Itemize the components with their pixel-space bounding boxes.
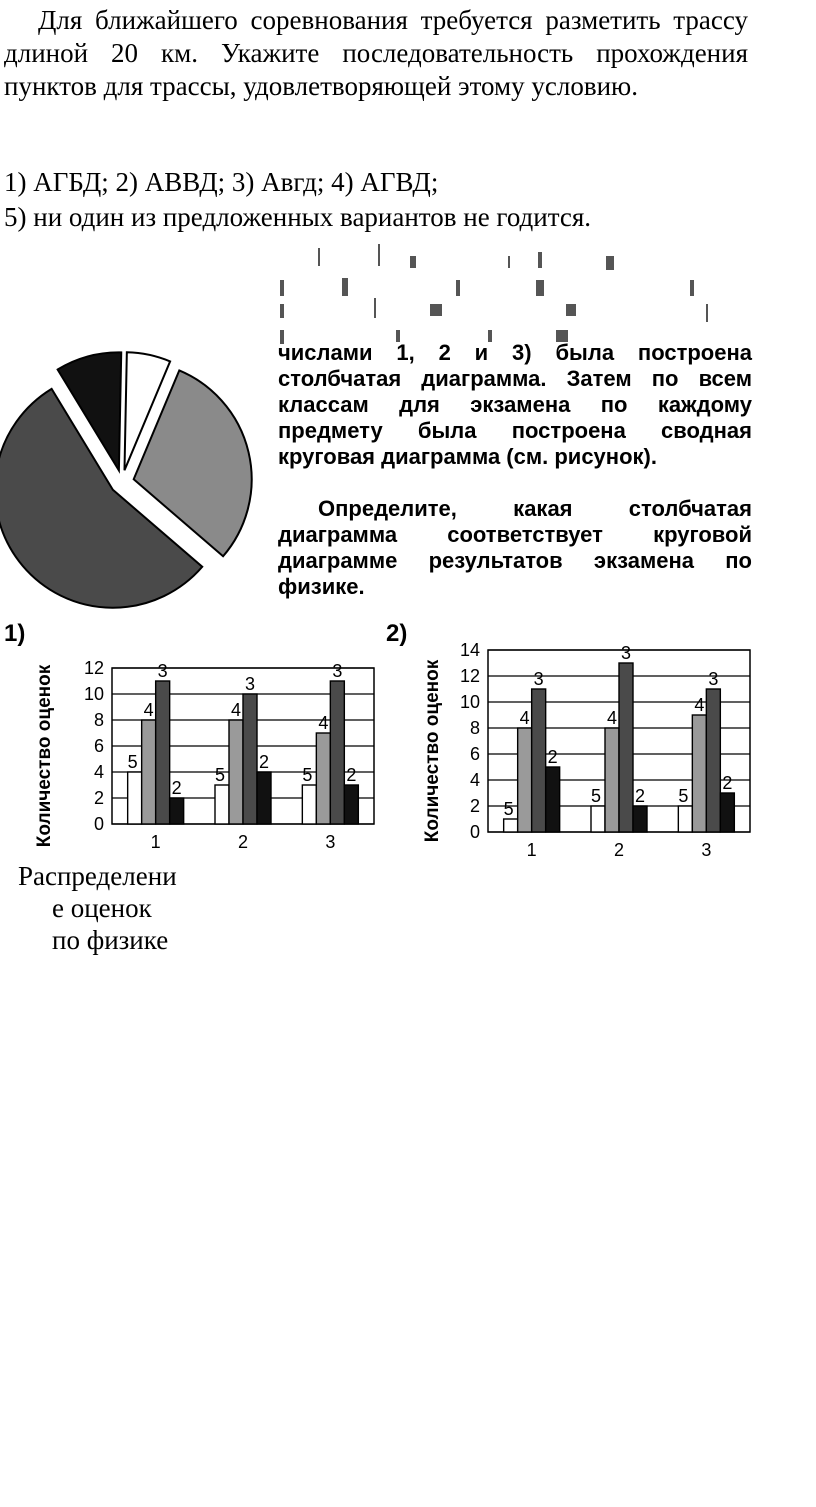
x-tick-label: 2 — [613, 840, 625, 860]
y-tick-label: 2 — [93, 788, 104, 808]
x-tick-label: 3 — [325, 832, 336, 852]
x-tick-label: 1 — [150, 832, 161, 852]
bar-chart-2 — [420, 620, 760, 865]
y-tick-label: 6 — [93, 736, 104, 756]
y-tick-label: 6 — [469, 744, 480, 764]
bar-chart-1 — [30, 620, 380, 860]
bar-label: 3 — [332, 661, 343, 681]
bar-label: 5 — [302, 765, 313, 785]
bar — [504, 819, 518, 832]
bar-label: 4 — [519, 708, 530, 728]
bar-label: 4 — [606, 708, 618, 728]
task-text: числами 1, 2 и 3) была построена столбчатая диаграмма. Затем по всем классам для экзамена по каждому предмету была построена сводная круговая диаграмма (см. рисунок). — [278, 340, 752, 469]
bar-label: 5 — [503, 799, 514, 819]
y-tick-label: 2 — [469, 796, 480, 816]
problem-paragraph: Для ближайшего соревнования требуется разметить трассу длиной 20 км. Укажите последовательность прохождения пунктов для трассы, удовлетворяющей этому условию. — [4, 5, 748, 101]
bar — [720, 793, 734, 832]
caption-line-2: е оценок — [52, 893, 152, 923]
bar — [532, 689, 546, 832]
pie-chart — [0, 340, 260, 610]
y-axis-title: Количество оценок — [34, 664, 55, 848]
bar-label: 2 — [547, 747, 558, 767]
bar-label: 3 — [708, 669, 719, 689]
bar — [619, 663, 633, 832]
bar-label: 3 — [244, 674, 256, 694]
bar — [257, 772, 271, 824]
caption-line-3: по физике — [52, 925, 169, 955]
bar — [633, 806, 647, 832]
x-tick-label: 3 — [701, 840, 712, 860]
y-tick-label: 0 — [93, 814, 104, 834]
bar — [142, 720, 156, 824]
bar — [344, 785, 358, 824]
caption-line-1: Распределени — [18, 861, 177, 891]
y-tick-label: 10 — [83, 684, 104, 704]
y-tick-label: 12 — [83, 658, 104, 678]
bar — [302, 785, 316, 824]
y-tick-label: 8 — [469, 718, 480, 738]
bar — [605, 728, 619, 832]
bar — [215, 785, 229, 824]
y-tick-label: 12 — [459, 666, 480, 686]
x-tick-label: 2 — [237, 832, 249, 852]
x-tick-label: 1 — [526, 840, 537, 860]
task-question: Определите, какая столбчатая диаграмма соответствует круговой диаграмме результатов экзамена по физике. — [278, 496, 752, 599]
bar-label: 2 — [634, 786, 646, 806]
bar-label: 3 — [157, 661, 168, 681]
y-tick-label: 14 — [459, 640, 480, 660]
bar — [518, 728, 532, 832]
bar — [591, 806, 605, 832]
bar-label: 4 — [694, 695, 705, 715]
answer-options-line-1: 1) АГБД; 2) АВВД; 3) Авгд; 4) АГВД; — [4, 167, 439, 197]
bar-label: 4 — [143, 700, 154, 720]
bar-label: 5 — [590, 786, 602, 806]
bar — [243, 694, 257, 824]
bar — [156, 681, 170, 824]
answer-options-line-2: 5) ни один из предложенных вариантов не годится. — [4, 202, 592, 232]
bar-label: 3 — [620, 643, 632, 663]
chart-2-number: 2) — [386, 620, 408, 647]
bar-label: 4 — [230, 700, 242, 720]
bar-label: 5 — [678, 786, 689, 806]
bar — [170, 798, 184, 824]
bar — [678, 806, 692, 832]
bar — [546, 767, 560, 832]
bar-label: 2 — [258, 752, 270, 772]
bar — [692, 715, 706, 832]
bar-label: 5 — [127, 752, 138, 772]
y-tick-label: 0 — [469, 822, 480, 842]
bar-label: 5 — [214, 765, 226, 785]
y-tick-label: 4 — [469, 770, 480, 790]
bar-label: 3 — [533, 669, 544, 689]
y-axis-title: Количество оценок — [422, 659, 443, 843]
bar-label: 2 — [722, 773, 733, 793]
bar — [316, 733, 330, 824]
y-tick-label: 10 — [459, 692, 480, 712]
bar — [330, 681, 344, 824]
bar — [128, 772, 142, 824]
y-tick-label: 8 — [93, 710, 104, 730]
y-tick-label: 4 — [93, 762, 104, 782]
bar-label: 2 — [171, 778, 182, 798]
bar — [229, 720, 243, 824]
bar-label: 4 — [318, 713, 329, 733]
bar — [706, 689, 720, 832]
bar-label: 2 — [346, 765, 357, 785]
chart-1-number: 1) — [4, 620, 26, 647]
pie-caption — [18, 860, 198, 956]
